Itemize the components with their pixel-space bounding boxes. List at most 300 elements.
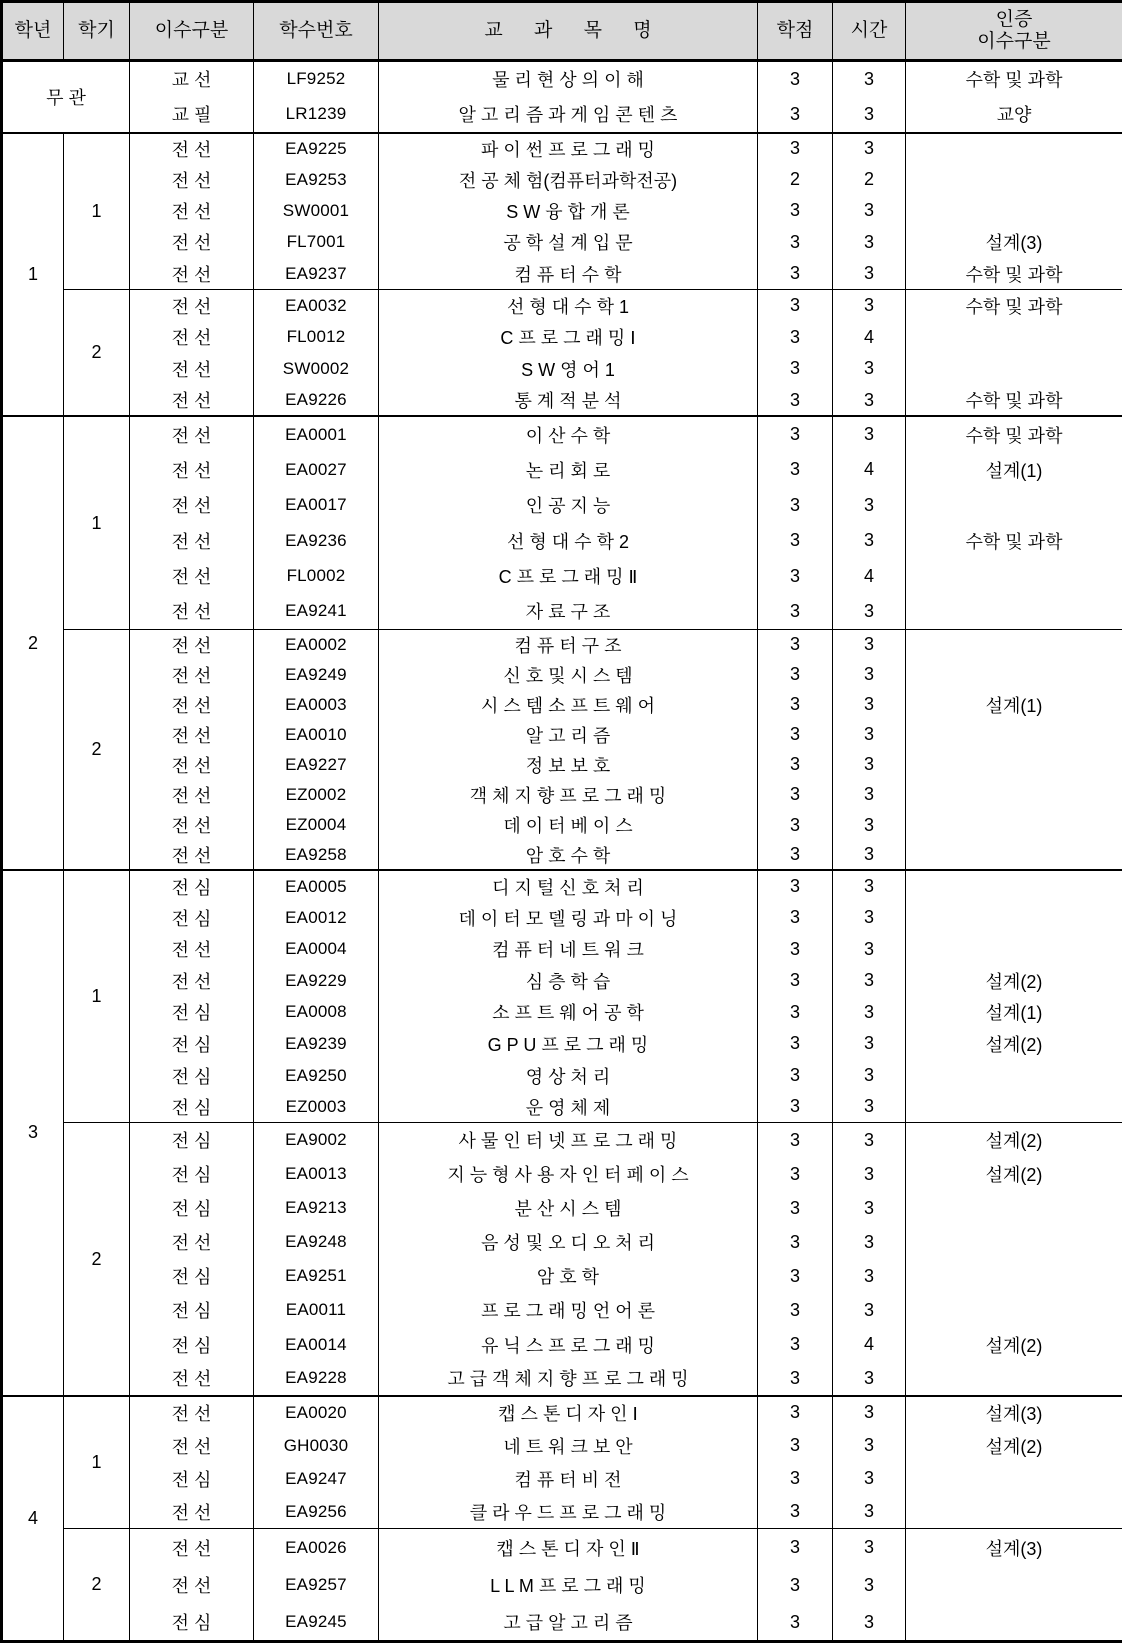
cert-cell	[906, 840, 1122, 870]
credits-cell: 3	[758, 195, 833, 226]
credits-cell: 3	[758, 1259, 833, 1293]
credits-cell: 3	[758, 1495, 833, 1528]
category-cell: 교 선	[130, 61, 254, 97]
hours-cell: 3	[833, 523, 906, 559]
column-header-code: 학수번호	[254, 2, 379, 61]
credits-cell: 3	[758, 660, 833, 690]
code-cell: EA0012	[254, 902, 379, 934]
course-name-cell: 컴 퓨 터 수 학	[379, 258, 758, 289]
credits-cell: 3	[758, 720, 833, 750]
credits-cell: 3	[758, 1225, 833, 1259]
hours-cell: 3	[833, 629, 906, 659]
credits-cell: 3	[758, 258, 833, 289]
hours-cell: 3	[833, 660, 906, 690]
credits-cell: 3	[758, 840, 833, 870]
course-row	[2, 1123, 1122, 1157]
code-cell: EA9250	[254, 1060, 379, 1092]
category-cell: 전 선	[130, 289, 254, 321]
category-cell: 전 선	[130, 1495, 254, 1528]
category-cell: 전 선	[130, 133, 254, 164]
category-cell: 전 선	[130, 1529, 254, 1567]
credits-cell: 3	[758, 750, 833, 780]
credits-cell: 3	[758, 416, 833, 452]
cert-cell: 설계(1)	[906, 690, 1122, 720]
credits-cell: 3	[758, 1157, 833, 1191]
cert-cell: 설계(3)	[906, 1396, 1122, 1429]
course-name-cell: 사 물 인 터 넷 프 로 그 래 밍	[379, 1123, 758, 1157]
credits-cell: 3	[758, 902, 833, 934]
hours-cell: 3	[833, 1157, 906, 1191]
category-cell: 전 선	[130, 933, 254, 965]
cert-cell	[906, 487, 1122, 523]
year-cell: 1	[2, 133, 64, 417]
code-cell: EA0008	[254, 997, 379, 1029]
cert-cell: 수학 및 과학	[906, 416, 1122, 452]
course-name-cell: 소 프 트 웨 어 공 학	[379, 997, 758, 1029]
category-cell: 전 심	[130, 1123, 254, 1157]
course-row	[2, 487, 1122, 523]
code-cell: EA9241	[254, 594, 379, 630]
hours-cell: 3	[833, 1123, 906, 1157]
category-cell: 전 선	[130, 164, 254, 195]
course-name-cell: 시 스 템 소 프 트 웨 어	[379, 690, 758, 720]
credits-cell: 3	[758, 933, 833, 965]
hours-cell: 3	[833, 1495, 906, 1528]
course-row	[2, 965, 1122, 997]
hours-cell: 3	[833, 97, 906, 133]
cert-cell	[906, 164, 1122, 195]
hours-cell: 3	[833, 1293, 906, 1327]
course-row	[2, 780, 1122, 810]
table-header	[2, 2, 1122, 61]
hours-cell: 3	[833, 1191, 906, 1225]
code-cell: EA9225	[254, 133, 379, 164]
code-cell: EA9237	[254, 258, 379, 289]
course-name-cell: 컴 퓨 터 비 전	[379, 1462, 758, 1495]
credits-cell: 3	[758, 1362, 833, 1396]
credits-cell: 3	[758, 1123, 833, 1157]
course-name-cell: 파 이 썬 프 로 그 래 밍	[379, 133, 758, 164]
hours-cell: 3	[833, 594, 906, 630]
code-cell: GH0030	[254, 1429, 379, 1462]
course-name-cell: 분 산 시 스 템	[379, 1191, 758, 1225]
code-cell: EA9247	[254, 1462, 379, 1495]
course-name-cell: 고 급 객 체 지 향 프 로 그 래 밍	[379, 1362, 758, 1396]
course-row	[2, 1191, 1122, 1225]
course-row	[2, 523, 1122, 559]
code-cell: EA9236	[254, 523, 379, 559]
column-header-year: 학년	[2, 2, 64, 61]
credits-cell: 3	[758, 997, 833, 1029]
hours-cell: 3	[833, 1529, 906, 1567]
course-row	[2, 1060, 1122, 1092]
cert-cell: 설계(1)	[906, 452, 1122, 488]
hours-cell: 3	[833, 416, 906, 452]
credits-cell: 3	[758, 1429, 833, 1462]
category-cell: 전 심	[130, 1293, 254, 1327]
category-cell: 전 선	[130, 720, 254, 750]
cert-cell	[906, 1462, 1122, 1495]
semester-cell: 2	[64, 1529, 130, 1642]
cert-cell	[906, 933, 1122, 965]
cert-cell: 설계(2)	[906, 965, 1122, 997]
cert-cell	[906, 195, 1122, 226]
hours-cell: 3	[833, 933, 906, 965]
code-cell: EA9258	[254, 840, 379, 870]
cert-cell	[906, 870, 1122, 902]
course-row	[2, 227, 1122, 258]
course-row	[2, 1396, 1122, 1429]
hours-cell: 3	[833, 1225, 906, 1259]
code-cell: EA0017	[254, 487, 379, 523]
course-row	[2, 1028, 1122, 1060]
cert-cell: 수학 및 과학	[906, 523, 1122, 559]
course-row	[2, 416, 1122, 452]
category-cell: 전 선	[130, 660, 254, 690]
course-name-cell: S W 영 어 1	[379, 353, 758, 385]
cert-cell: 설계(2)	[906, 1123, 1122, 1157]
category-cell: 전 선	[130, 487, 254, 523]
credits-cell: 3	[758, 61, 833, 97]
code-cell: EA9239	[254, 1028, 379, 1060]
category-cell: 전 심	[130, 997, 254, 1029]
cert-cell	[906, 1495, 1122, 1528]
category-cell: 전 선	[130, 385, 254, 417]
course-row	[2, 750, 1122, 780]
credits-cell: 3	[758, 594, 833, 630]
course-row	[2, 258, 1122, 289]
code-cell: EA9213	[254, 1191, 379, 1225]
credits-cell: 3	[758, 1091, 833, 1123]
category-cell: 전 심	[130, 1604, 254, 1642]
credits-cell: 3	[758, 452, 833, 488]
cert-cell: 설계(2)	[906, 1028, 1122, 1060]
course-row	[2, 452, 1122, 488]
category-cell: 전 선	[130, 1225, 254, 1259]
course-name-cell: 컴 퓨 터 구 조	[379, 629, 758, 659]
hours-cell: 3	[833, 227, 906, 258]
credits-cell: 3	[758, 321, 833, 353]
cert-cell: 설계(2)	[906, 1328, 1122, 1362]
hours-cell: 3	[833, 487, 906, 523]
cert-cell	[906, 558, 1122, 594]
hours-cell: 3	[833, 353, 906, 385]
course-row	[2, 385, 1122, 417]
code-cell: EA9227	[254, 750, 379, 780]
column-header-category: 이수구분	[130, 2, 254, 61]
cert-cell: 수학 및 과학	[906, 385, 1122, 417]
cert-cell: 수학 및 과학	[906, 61, 1122, 97]
course-name-cell: C 프 로 그 래 밍 Ⅰ	[379, 321, 758, 353]
code-cell: EA9256	[254, 1495, 379, 1528]
hours-cell: 3	[833, 997, 906, 1029]
hours-cell: 3	[833, 1429, 906, 1462]
category-cell: 전 심	[130, 1462, 254, 1495]
cert-cell	[906, 902, 1122, 934]
category-cell: 전 선	[130, 353, 254, 385]
code-cell: FL0012	[254, 321, 379, 353]
hours-cell: 3	[833, 870, 906, 902]
hours-cell: 4	[833, 452, 906, 488]
hours-cell: 3	[833, 258, 906, 289]
hours-cell: 3	[833, 780, 906, 810]
category-cell: 전 선	[130, 810, 254, 840]
course-name-cell: 이 산 수 학	[379, 416, 758, 452]
cert-cell	[906, 1191, 1122, 1225]
course-name-cell: 심 층 학 습	[379, 965, 758, 997]
cert-cell	[906, 1259, 1122, 1293]
course-row	[2, 1462, 1122, 1495]
course-row	[2, 810, 1122, 840]
code-cell: EA0003	[254, 690, 379, 720]
hours-cell: 3	[833, 1396, 906, 1429]
category-cell: 전 선	[130, 690, 254, 720]
hours-cell: 3	[833, 840, 906, 870]
header-row	[2, 2, 1122, 61]
course-row	[2, 1495, 1122, 1528]
course-name-cell: 네 트 워 크 보 안	[379, 1429, 758, 1462]
category-cell: 전 심	[130, 1157, 254, 1191]
hours-cell: 3	[833, 1462, 906, 1495]
course-row	[2, 558, 1122, 594]
hours-cell: 3	[833, 810, 906, 840]
credits-cell: 3	[758, 353, 833, 385]
hours-cell: 3	[833, 1060, 906, 1092]
category-cell: 전 선	[130, 965, 254, 997]
cert-cell	[906, 1225, 1122, 1259]
course-row	[2, 629, 1122, 659]
cert-cell: 수학 및 과학	[906, 289, 1122, 321]
hours-cell: 2	[833, 164, 906, 195]
column-header-hours: 시간	[833, 2, 906, 61]
category-cell: 전 선	[130, 1566, 254, 1604]
course-row	[2, 1293, 1122, 1327]
course-name-cell: 고 급 알 고 리 즘	[379, 1604, 758, 1642]
code-cell: EA9251	[254, 1259, 379, 1293]
course-name-cell: S W 융 합 개 론	[379, 195, 758, 226]
code-cell: EA0001	[254, 416, 379, 452]
category-cell: 전 심	[130, 1028, 254, 1060]
course-row	[2, 660, 1122, 690]
course-row	[2, 1429, 1122, 1462]
credits-cell: 3	[758, 1529, 833, 1567]
credits-cell: 3	[758, 1396, 833, 1429]
column-header-cert-line1: 인증	[995, 9, 1033, 31]
column-header-cert	[906, 2, 1122, 61]
cert-cell	[906, 353, 1122, 385]
course-name-cell: 물 리 현 상 의 이 해	[379, 61, 758, 97]
course-name-cell: 신 호 및 시 스 템	[379, 660, 758, 690]
semester-cell: 1	[64, 1396, 130, 1529]
credits-cell: 3	[758, 870, 833, 902]
cert-cell	[906, 1091, 1122, 1123]
hours-cell: 3	[833, 1362, 906, 1396]
hours-cell: 3	[833, 385, 906, 417]
credits-cell: 3	[758, 629, 833, 659]
credits-cell: 3	[758, 1293, 833, 1327]
course-row	[2, 61, 1122, 97]
hours-cell: 3	[833, 1091, 906, 1123]
course-name-cell: 전 공 체 험(컴퓨터과학전공)	[379, 164, 758, 195]
credits-cell: 3	[758, 965, 833, 997]
cert-cell: 설계(3)	[906, 1529, 1122, 1567]
course-name-cell: G P U 프 로 그 래 밍	[379, 1028, 758, 1060]
credits-cell: 3	[758, 1191, 833, 1225]
code-cell: EA0005	[254, 870, 379, 902]
category-cell: 전 선	[130, 1362, 254, 1396]
course-name-cell: 통 계 적 분 석	[379, 385, 758, 417]
category-cell: 전 선	[130, 1429, 254, 1462]
hours-cell: 3	[833, 133, 906, 164]
cert-cell	[906, 780, 1122, 810]
code-cell: LF9252	[254, 61, 379, 97]
cert-cell: 설계(1)	[906, 997, 1122, 1029]
credits-cell: 3	[758, 227, 833, 258]
hours-cell: 3	[833, 690, 906, 720]
credits-cell: 3	[758, 558, 833, 594]
course-name-cell: C 프 로 그 래 밍 Ⅱ	[379, 558, 758, 594]
code-cell: EA0010	[254, 720, 379, 750]
code-cell: EA0014	[254, 1328, 379, 1362]
course-name-cell: 클 라 우 드 프 로 그 래 밍	[379, 1495, 758, 1528]
course-name-cell: 데 이 터 모 델 링 과 마 이 닝	[379, 902, 758, 934]
credits-cell: 3	[758, 133, 833, 164]
course-row	[2, 870, 1122, 902]
course-row	[2, 933, 1122, 965]
category-cell: 전 심	[130, 1191, 254, 1225]
category-cell: 전 선	[130, 629, 254, 659]
year-cell: 3	[2, 870, 64, 1396]
credits-cell: 3	[758, 1028, 833, 1060]
cert-cell: 설계(2)	[906, 1157, 1122, 1191]
hours-cell: 3	[833, 195, 906, 226]
year-cell: 무 관	[2, 61, 130, 133]
course-name-cell: 인 공 지 능	[379, 487, 758, 523]
code-cell: EA9228	[254, 1362, 379, 1396]
credits-cell: 3	[758, 487, 833, 523]
credits-cell: 3	[758, 780, 833, 810]
category-cell: 전 선	[130, 321, 254, 353]
course-name-cell: 정 보 보 호	[379, 750, 758, 780]
course-row	[2, 321, 1122, 353]
credits-cell: 3	[758, 1060, 833, 1092]
course-name-cell: 알 고 리 즘 과 게 임 콘 텐 츠	[379, 97, 758, 133]
semester-cell: 2	[64, 1123, 130, 1396]
hours-cell: 3	[833, 1259, 906, 1293]
category-cell: 전 심	[130, 1328, 254, 1362]
course-row	[2, 1328, 1122, 1362]
category-cell: 전 선	[130, 558, 254, 594]
code-cell: FL7001	[254, 227, 379, 258]
cert-cell	[906, 1604, 1122, 1642]
code-cell: EA9226	[254, 385, 379, 417]
course-row	[2, 353, 1122, 385]
cert-cell	[906, 1362, 1122, 1396]
column-header-credits: 학점	[758, 2, 833, 61]
code-cell: SW0002	[254, 353, 379, 385]
category-cell: 전 선	[130, 1396, 254, 1429]
cert-cell	[906, 1060, 1122, 1092]
category-cell: 전 선	[130, 195, 254, 226]
hours-cell: 3	[833, 720, 906, 750]
code-cell: EA9245	[254, 1604, 379, 1642]
course-row	[2, 690, 1122, 720]
hours-cell: 4	[833, 321, 906, 353]
code-cell: EA0027	[254, 452, 379, 488]
hours-cell: 3	[833, 1028, 906, 1060]
year-cell: 4	[2, 1396, 64, 1642]
course-name-cell: 객 체 지 향 프 로 그 래 밍	[379, 780, 758, 810]
category-cell: 전 선	[130, 840, 254, 870]
category-cell: 전 선	[130, 452, 254, 488]
course-name-cell: 암 호 수 학	[379, 840, 758, 870]
code-cell: EA9248	[254, 1225, 379, 1259]
credits-cell: 3	[758, 385, 833, 417]
credits-cell: 3	[758, 1604, 833, 1642]
hours-cell: 3	[833, 61, 906, 97]
code-cell: EZ0004	[254, 810, 379, 840]
table-body	[2, 61, 1122, 1642]
course-name-cell: 영 상 처 리	[379, 1060, 758, 1092]
code-cell: EA0013	[254, 1157, 379, 1191]
cert-cell	[906, 133, 1122, 164]
column-header-semester: 학기	[64, 2, 130, 61]
course-name-cell: 캡 스 톤 디 자 인 Ⅰ	[379, 1396, 758, 1429]
code-cell: EZ0003	[254, 1091, 379, 1123]
hours-cell: 4	[833, 558, 906, 594]
hours-cell: 3	[833, 1604, 906, 1642]
course-name-cell: 운 영 체 제	[379, 1091, 758, 1123]
code-cell: EA0004	[254, 933, 379, 965]
cert-cell: 설계(3)	[906, 227, 1122, 258]
category-cell: 전 심	[130, 1060, 254, 1092]
column-header-cert-line2: 이수구분	[977, 31, 1051, 52]
credits-cell: 3	[758, 523, 833, 559]
code-cell: EA0011	[254, 1293, 379, 1327]
semester-cell: 1	[64, 133, 130, 290]
cert-cell	[906, 750, 1122, 780]
hours-cell: 4	[833, 1328, 906, 1362]
course-name-cell: 선 형 대 수 학 2	[379, 523, 758, 559]
credits-cell: 3	[758, 1566, 833, 1604]
course-row	[2, 164, 1122, 195]
hours-cell: 3	[833, 1566, 906, 1604]
course-row	[2, 1259, 1122, 1293]
course-row	[2, 195, 1122, 226]
column-header-course-name: 교 과 목 명	[379, 2, 758, 61]
code-cell: SW0001	[254, 195, 379, 226]
course-name-cell: 논 리 회 로	[379, 452, 758, 488]
course-name-cell: 음 성 및 오 디 오 처 리	[379, 1225, 758, 1259]
course-row	[2, 840, 1122, 870]
code-cell: EA9229	[254, 965, 379, 997]
code-cell: FL0002	[254, 558, 379, 594]
cert-cell: 교양	[906, 97, 1122, 133]
course-row	[2, 997, 1122, 1029]
course-row	[2, 594, 1122, 630]
category-cell: 교 필	[130, 97, 254, 133]
course-name-cell: 자 료 구 조	[379, 594, 758, 630]
credits-cell: 2	[758, 164, 833, 195]
semester-cell: 1	[64, 870, 130, 1123]
course-row	[2, 1225, 1122, 1259]
code-cell: EZ0002	[254, 780, 379, 810]
category-cell: 전 심	[130, 1259, 254, 1293]
cert-cell: 수학 및 과학	[906, 258, 1122, 289]
category-cell: 전 선	[130, 594, 254, 630]
cert-cell	[906, 629, 1122, 659]
cert-cell: 설계(2)	[906, 1429, 1122, 1462]
